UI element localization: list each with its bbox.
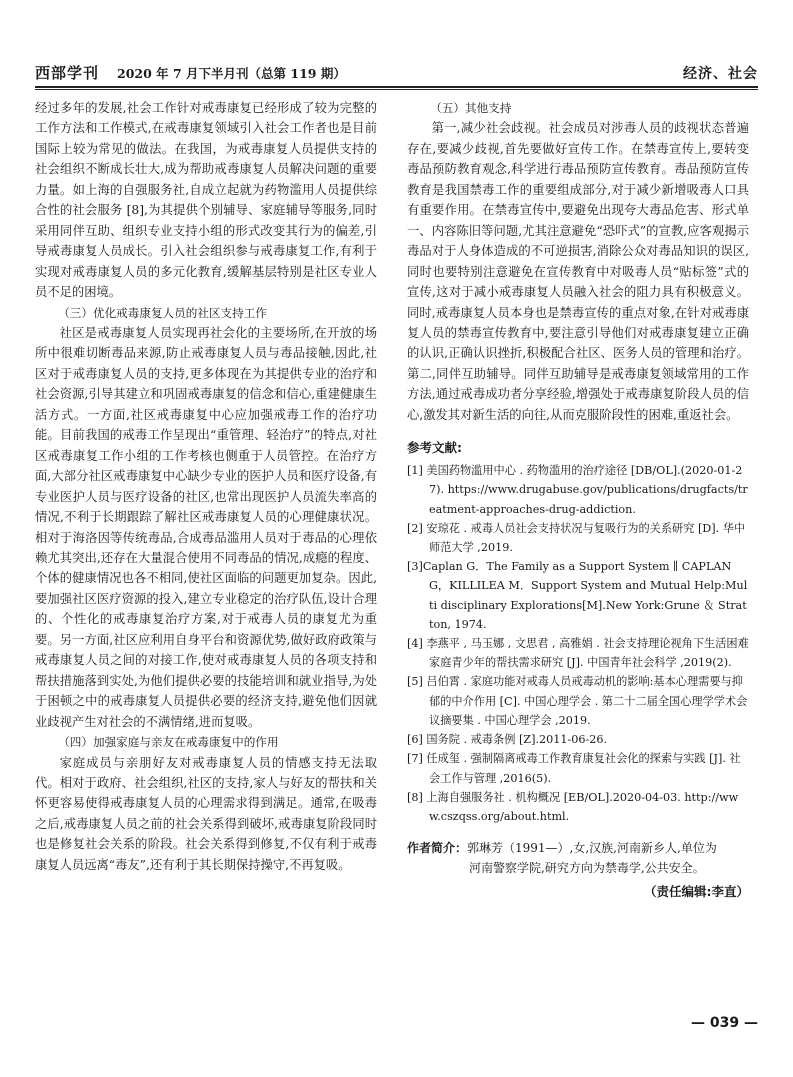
- right-column: [407, 98, 749, 900]
- reference-item: [7] 任成玺 . 强制隔离戒毒工作教育康复社会化的探索与实践 [J]. 社会工作与管理 ,2016(5).: [407, 752, 741, 785]
- reference-item: [3]Caplan G．The Family as a Support System ∥ CAPLAN G，KILLILEA M．Support System and Mutual Help:Multi disciplinary Explorations[M].New York:Grune ＆ Stratton, 1974.: [407, 560, 748, 631]
- body-paragraph: 社区是戒毒康复人员实现再社会化的主要场所,在开放的场所中很难切断毒品来源,防止戒毒康复人员与毒品接触,因此,社区对于戒毒康复人员的支持,更多体现在为其提供专业的治疗和社会资源,引导其建立和巩固戒毒康复的信念和信心,重建健康生活方式。一方面,社区戒毒康复中心应加强戒毒工作的治疗功能。目前我国的戒毒工作呈现出“重管理、轻治疗”的特点,对社区戒毒康复工作小组的工作考核也侧重于人员管控。在治疗方面,大部分社区戒毒康复中心缺少专业的医护人员和医疗设备,有专业医护人员与医疗设备的社区,也常出现医护人员流失率高的情况,不利于长期跟踪了解社区戒毒康复人员的心理健康状况。相对于海洛因等传统毒品,合成毒品滥用人员对于毒品的心理依赖尤其突出,还存在大量混合使用不同毒品的情况,成瘾的程度、个体的健康情况也各不相同,使社区面临的问题更加复杂。因此,要加强社区医疗资源的投入,建立专业稳定的治疗队伍,设计合理的、个性化的戒毒康复治疗方案,对于戒毒人员的康复尤为重要。另一方面,社区应利用自身平台和资源优势,做好政府政策与戒毒康复人员之间的对接工作,使对戒毒康复人员的各项支持和帮扶措施落到实处,为他们提供必要的技能培训和就业指导,为处于困顿之中的戒毒康复人员提供必要的经济支持,避免他们因就业歧视产生对社会的不满情绪,进而复吸。: [35, 325, 377, 729]
- reference-item: [5] 吕伯霄 . 家庭功能对戒毒人员戒毒动机的影响:基本心理需要与抑郁的中介作用 [C]. 中国心理学会 . 第二十二届全国心理学学术会议摘要集 . 中国心理学会 ,2019.: [407, 675, 748, 727]
- author-line-2: 河南警察学院,研究方向为禁毒学,公共安全。: [469, 861, 705, 876]
- author-bio: [407, 838, 749, 878]
- section-heading: （四）加强家庭与亲友在戒毒康复中的作用: [58, 735, 279, 750]
- section-heading: （三）优化戒毒康复人员的社区支持工作: [58, 305, 267, 320]
- responsible-editor: （责任编辑:李直）: [644, 884, 749, 900]
- page-header: [35, 62, 758, 84]
- author-label: 作者简介：: [407, 841, 468, 856]
- body-paragraph: 家庭成员与亲朋好友对戒毒康复人员的情感支持无法取代。相对于政府、社会组织,社区的支持,家人与好友的帮扶和关怀更容易使得戒毒康复人员的心理需求得到满足。通常,在吸毒之后,戒毒康复人员之前的社会关系得到破坏,戒毒康复阶段同时也是修复社会关系的阶段。社会关系得到修复,不仅有利于戒毒康复人员远离“毒友”,还有利于其长期保持操守,不再复吸。: [35, 755, 377, 872]
- section-name: 经济、社会: [683, 66, 758, 82]
- reference-item: [2] 安琼花 . 戒毒人员社会支持状况与复吸行为的关系研究 [D]. 华中师范大学 ,2019.: [407, 521, 746, 555]
- header-rule: [35, 86, 758, 88]
- header-rule-thin: [35, 89, 758, 90]
- author-line-1: 郭琳芳（1991—）,女,汉族,河南新乡人,单位为: [467, 841, 717, 856]
- page-number: — 039 —: [691, 1015, 758, 1031]
- reference-item: [8] 上海自强服务社 . 机构概况 [EB/OL].2020-04-03. http://www.cszqss.org/about.html.: [407, 790, 739, 823]
- body-paragraph: 第一,减少社会歧视。社会成员对涉毒人员的歧视状态普遍存在,要减少歧视,首先要做好宣传工作。在禁毒宣传上,要转变毒品预防教育观念,科学进行毒品预防宣传教育。毒品预防宣传教育是我国禁毒工作的重要组成部分,对于减少新增吸毒人口具有重要作用。在禁毒宣传中,要避免出现夸大毒品危害、形式单一、内容陈旧等问题,尤其注意避免“恐吓式”的宣教,应客观揭示毒品对于人身体造成的不可逆损害,消除公众对毒品知识的误区,同时也要特别注意避免在宣传教育中对吸毒人员“贴标签”式的宣传,这对于减小戒毒康复人员融入社会的阻力具有积极意义。同时,戒毒康复人员本身也是禁毒宣传的重点对象,在针对戒毒康复人员的禁毒宣传教育中,要注意引导他们对戒毒康复建立正确的认识,正确认识挫折,积极配合社区、医务人员的管理和治疗。第二,同伴互助辅导。同伴互助辅导是戒毒康复领域常用的工作方法,通过戒毒成功者分享经验,增强处于戒毒康复阶段人员的信心,激发其对新生活的向往,从而克服阶段性的困难,重返社会。: [407, 121, 749, 422]
- body-paragraph: 经过多年的发展,社会工作针对戒毒康复已经形成了较为完整的工作方法和工作模式,在戒毒康复领域引入社会工作者也是目前国际上较为常见的做法。在我国，为戒毒康复人员提供支持的社会组织不断成长壮大,成为帮助戒毒康复人员解决问题的重要力量。如上海的自强服务社,自成立起就为药物滥用人员提供综合性的社会服务 [8],为其提供个别辅导、家庭辅导等服务,同时采用同伴互助、组织专业支持小组的形式改变其行为的偏差,引导戒毒康复人员成长。引入社会组织参与戒毒康复工作,有利于实现对戒毒康复人员的多元化教育,缓解基层特别是社区专业人员不足的困境。: [35, 101, 377, 300]
- reference-list: [407, 461, 749, 826]
- reference-item: [1] 美国药物滥用中心 . 药物滥用的治疗途径 [DB/OL].(2020-01-27). https://www.drugabuse.gov/publications/drugfacts/treatment-approaches-drug-addiction.: [407, 464, 748, 516]
- reference-item: [4] 李燕平 , 马玉娜 , 文思君 , 高雅娟 . 社会支持理论视角下生活困难家庭青少年的帮扶需求研究 [J]. 中国青年社会科学 ,2019(2).: [407, 637, 749, 670]
- reference-item: [6] 国务院 . 戒毒条例 [Z].2011-06-26.: [407, 733, 608, 747]
- references-title: 参考文献:: [407, 440, 462, 456]
- journal-logo: 西部学刊: [35, 64, 100, 82]
- section-heading: （五）其他支持: [430, 101, 512, 115]
- issue-info: 2020 年 7 月下半月刊（总第 119 期）: [117, 66, 346, 81]
- left-column: [35, 98, 377, 875]
